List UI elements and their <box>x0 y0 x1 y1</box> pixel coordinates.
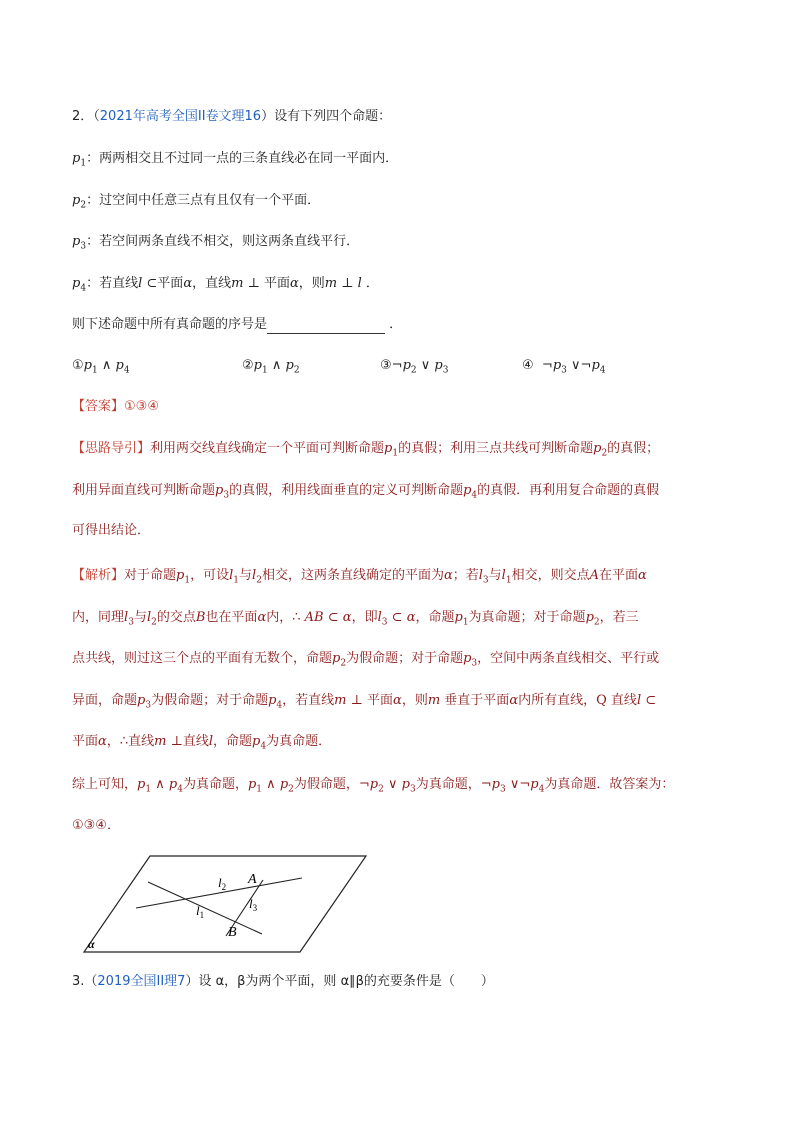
hint-line-1: 【思路导引】利用两交线直线确定一个平面可判断命题$p_1$的真假；利用三点共线可判断命题$p_2$的真假； <box>72 441 660 459</box>
option-2: $②p_1$ ∧ $p_2$ <box>242 358 300 376</box>
hint-line-2: 利用异面直线可判断命题$p_3$的真假，利用线面垂直的定义可判断命题$p_4$的真假．再利用复合命题的真假 <box>72 483 660 501</box>
l2-label: $l_2$ <box>218 875 227 892</box>
plane-alpha-outline <box>84 856 366 952</box>
l1-label: $l_1$ <box>196 903 205 920</box>
question-source: 2021年高考全国II卷文理16 <box>99 109 262 124</box>
option-3: $③\neg p_2$ ∨ $p_3$ <box>380 358 449 376</box>
option-1: $①p_1$ ∧ $p_4$ <box>72 358 130 376</box>
solution-line-3: 点共线，则过这三个点的平面有无数个，命题$p_2$为假命题；对于命题$p_3$，空间中两条直线相交、平行或 <box>72 651 660 669</box>
answer-blank <box>267 319 385 334</box>
plane-lines-figure <box>80 852 370 956</box>
proposition-p3: $p_3$：若空间两条直线不相交，则这两条直线平行． <box>72 234 360 252</box>
solution-line-4: 异面，命题$p_3$为假命题；对于命题$p_4$，若直线m ⊥ 平面α，则m 垂直于平面α内所有直线，Q 直线l ⊂ <box>72 693 657 711</box>
summary-line-2: ①③④． <box>72 818 120 833</box>
question-3-source: 2019全国II理7 <box>97 974 186 989</box>
point-a-label: A <box>248 872 257 887</box>
solution-line-1: 【解析】对于命题$p_1$，可设$l_1$与$l_2$相交，这两条直线确定的平面为α；若$l_3$与$l_1$相交，则交点A在平面α <box>72 568 647 586</box>
option-4: ④ $\neg p_3$ $\vee\neg p_4$ <box>522 358 606 376</box>
answer-line: 【答案】①③④ <box>72 399 159 414</box>
alpha-label: α <box>88 937 95 951</box>
answer-value: ①③④ <box>124 399 159 414</box>
proposition-p1: $p_1$：两两相交且不过同一点的三条直线必在同一平面内． <box>72 151 399 169</box>
question-prompt: 则下述命题中所有真命题的序号是 ． <box>72 317 403 332</box>
question-3-stem: 3.（2019全国II理7）设 α，β为两个平面，则 α∥β的充要条件是（ ） <box>72 974 494 989</box>
hint-line-3: 可得出结论． <box>72 523 151 538</box>
solution-line-5: 平面α，∴直线m ⊥直线l，命题$p_4$为真命题． <box>72 734 332 752</box>
proposition-p2: $p_2$：过空间中任意三点有且仅有一个平面． <box>72 193 321 211</box>
point-b-label: B <box>228 925 237 940</box>
solution-line-2: 内，同理$l_3$与$l_2$的交点B也在平面α内，∴ AB ⊂ α，即$l_3$ ⊂ α，命题$p_1$为真命题；对于命题$p_2$，若三 <box>72 610 639 628</box>
l3-label: $l_3$ <box>249 896 258 913</box>
summary-line-1: 综上可知，$p_1$ ∧ $p_4$为真命题，$p_1$ ∧ $p_2$为假命题，$\neg p_2$ ∨ $p_3$为真命题，$\neg p_3$ $\vee\neg p_4$为真命题．故答案为： <box>72 777 675 795</box>
question-2-stem: 2．（2021年高考全国II卷文理16）设有下列四个命题： <box>72 109 392 124</box>
proposition-p4: $p_4$：若直线l ⊂平面α，直线m ⊥ 平面α，则m ⊥ l ． <box>72 276 379 294</box>
